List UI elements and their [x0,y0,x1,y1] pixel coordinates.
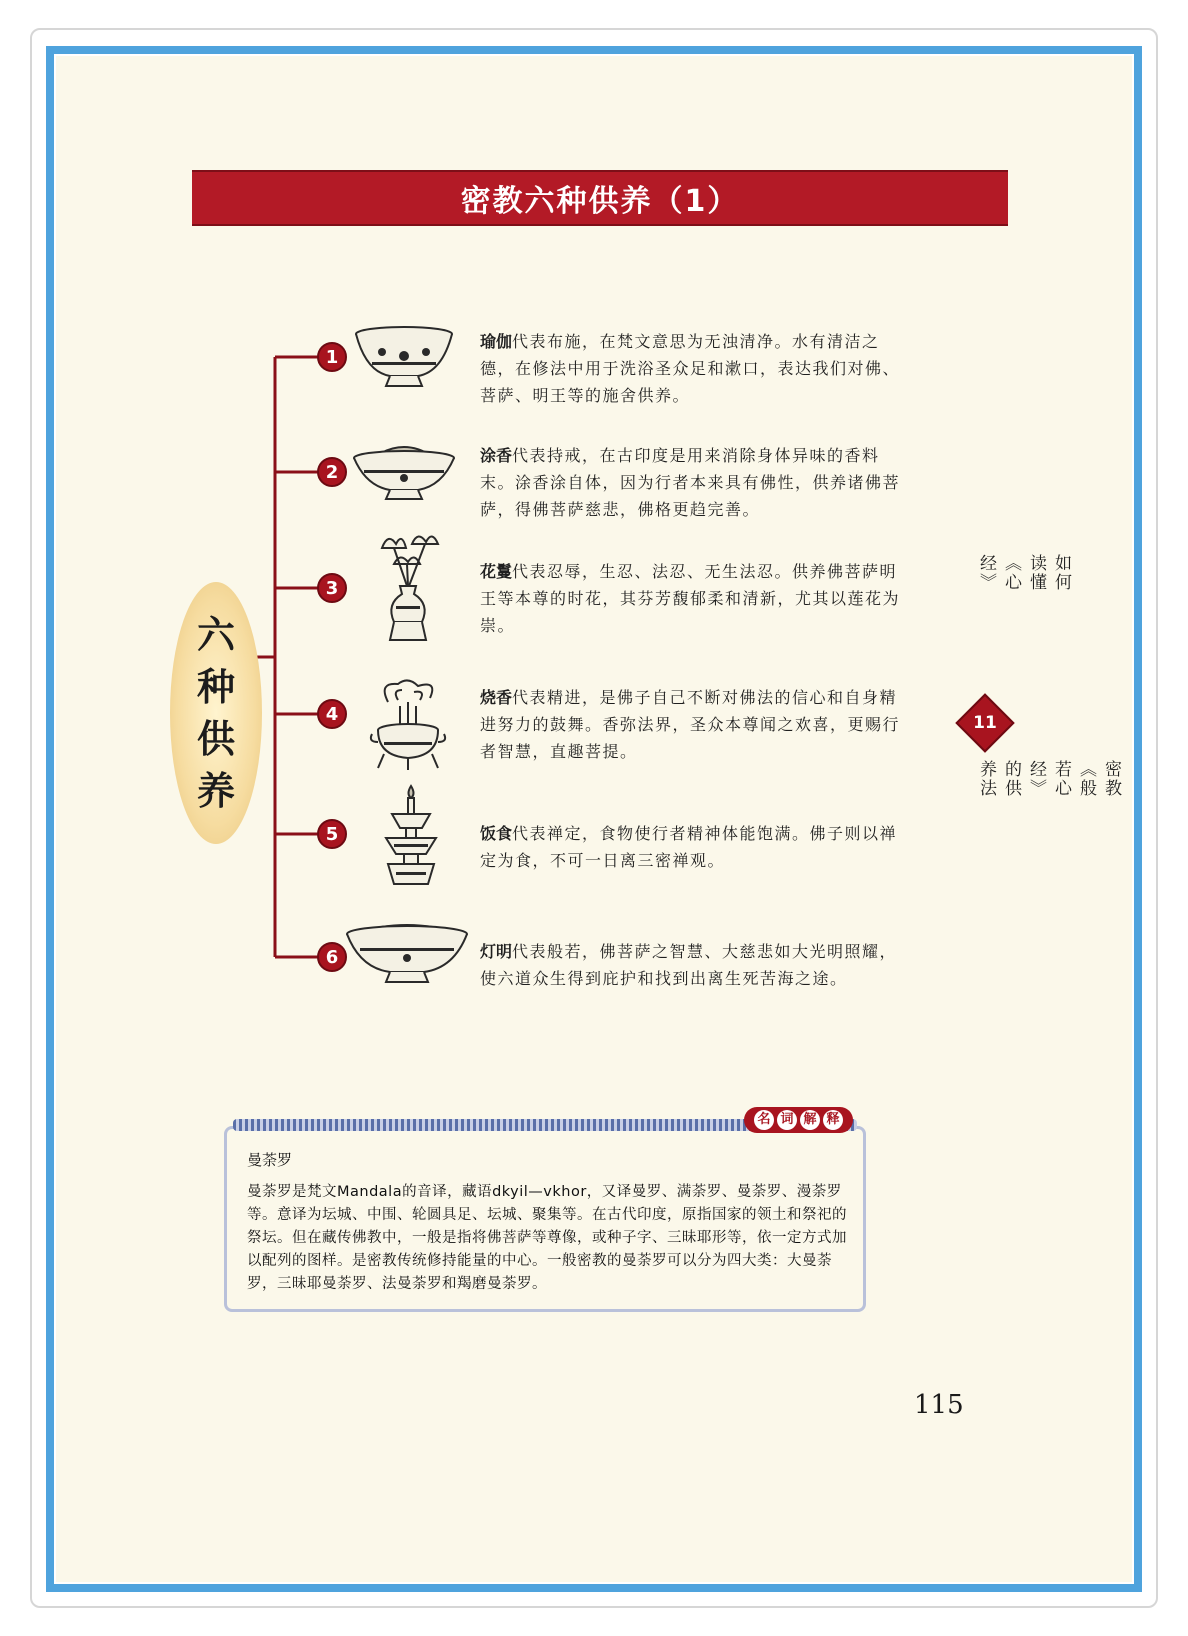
offering-term: 饭食 [480,824,513,843]
glossary-tag-char: 词 [777,1110,797,1130]
offering-description: 代表持戒，在古印度是用来消除身体异味的香料末。涂香涂自体，因为行者本来具有佛性，供养诸佛菩萨，得佛菩萨慈悲，佛格更趋完善。 [480,446,901,519]
offering-item-4 [480,684,910,765]
page-content [54,54,1134,1584]
incense-powder-bowl-icon [350,442,458,502]
glossary-tag [744,1107,853,1133]
offering-item-1 [480,328,910,409]
chapter-number: 11 [973,713,997,733]
glossary-term: 曼荼罗 [247,1151,293,1169]
offering-term: 烧香 [480,688,513,707]
offering-item-3 [480,558,910,639]
lamp-bowl-icon [342,914,472,984]
offering-description: 代表忍辱，生忍、法忍、无生法忍。供养佛菩萨明王等本尊的时花，其芬芳馥郁柔和清新，尤其以莲花为崇。 [480,562,901,635]
page-title: 密教六种供养（1） [460,184,740,219]
number-badge-1: 1 [317,342,347,372]
offering-term: 瑜伽 [480,332,513,351]
number-badge-4: 4 [317,699,347,729]
six-offerings-oval [170,582,262,844]
glossary-tag-char: 释 [823,1110,843,1130]
offering-description: 代表般若，佛菩萨之智慧、大慈悲如大光明照耀，使六道众生得到庇护和找到出离生死苦海之途。 [480,942,898,988]
number-badge-2: 2 [317,457,347,487]
number-badge-6: 6 [317,942,347,972]
incense-burner-icon [368,672,448,772]
side-chapter-title: 密教《般若心经》的供养法 [976,760,1121,798]
glossary-tag-char: 名 [754,1110,774,1130]
offering-description: 代表禅定，食物使行者精神体能饱满。佛子则以禅定为食，不可一日离三密禅观。 [480,824,898,870]
oval-char: 供 [196,716,235,761]
offering-description: 代表精进，是佛子自己不断对佛法的信心和自身精进努力的鼓舞。香弥法界，圣众本尊闻之欢喜，更赐行者智慧，直趣菩提。 [480,688,901,761]
offering-term: 花鬘 [480,562,513,581]
oval-char: 养 [196,768,235,813]
offering-item-6 [480,938,910,992]
offering-item-2 [480,442,910,523]
number-badge-3: 3 [317,573,347,603]
offering-item-5 [480,820,910,874]
flower-vase-icon [374,530,444,644]
oval-char: 种 [196,664,235,709]
offering-term: 涂香 [480,446,513,465]
offering-description: 代表布施，在梵文意思为无浊清净。水有清洁之德，在修法中用于洗浴圣众足和漱口，表达我们对佛、菩萨、明王等的施舍供养。 [480,332,901,405]
page-number: 115 [914,1390,964,1420]
glossary-body: 曼荼罗是梵文Mandala的音译，藏语dkyil—vkhor，又译曼罗、满荼罗、曼荼罗、漫荼罗等。意译为坛城、中围、轮圆具足、坛城、聚集等。在古代印度，原指国家的领土和祭祀的祭坛。但在藏传佛教中，一般是指将佛菩萨等尊像，或种子字、三昧耶形等，依一定方式加以配列的图样。是密教传统修持能量的中心。一般密教的曼荼罗可以分为四大类：大曼荼罗，三昧耶曼荼罗、法曼荼罗和羯磨曼荼罗。 [247,1184,847,1292]
offering-term: 灯明 [480,942,513,961]
side-book-title: 如何读懂《心经》 [976,554,1071,592]
glossary-tag-char: 解 [800,1110,820,1130]
oval-char: 六 [196,612,235,657]
number-badge-5: 5 [317,819,347,849]
water-bowl-icon [352,324,456,390]
glossary-box [224,1112,866,1312]
food-offering-stand-icon [378,784,444,888]
